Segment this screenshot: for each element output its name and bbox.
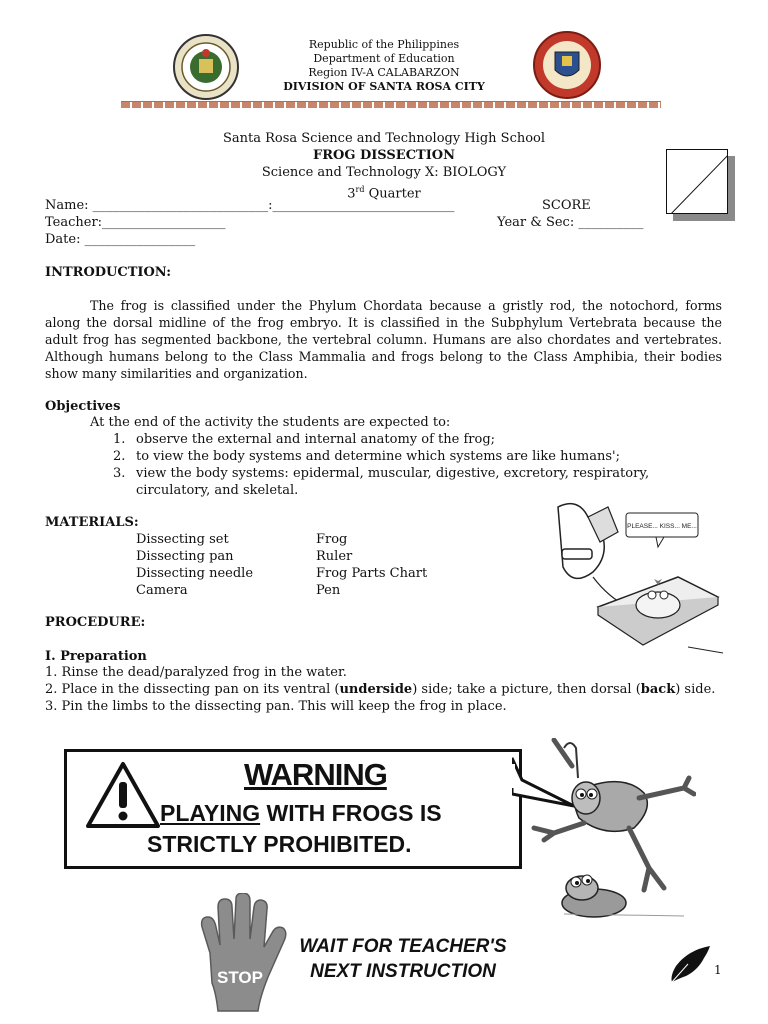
header-line-3: Region IV-A CALABARZON xyxy=(308,66,460,79)
material-item: Camera xyxy=(136,583,188,598)
material-item: Dissecting pan xyxy=(136,549,234,564)
page-number: 1 xyxy=(714,963,722,977)
santa-rosa-seal-logo xyxy=(532,30,602,100)
objective-item xyxy=(113,431,673,448)
teacher-field[interactable]: Teacher:___________________ xyxy=(45,215,226,230)
wait-line-2: NEXT INSTRUCTION xyxy=(310,961,496,982)
preparation-subheading: I. Preparation xyxy=(45,649,147,664)
objective-num: 1. xyxy=(113,432,126,447)
materials-column-1 xyxy=(136,531,253,599)
score-box xyxy=(666,149,728,214)
objective-text: observe the external and internal anatomy of the frog; xyxy=(136,432,496,447)
material-item: Frog xyxy=(316,532,348,547)
objective-num: 3. xyxy=(113,466,126,481)
objectives-lead: At the end of the activity the students are expected to: xyxy=(90,415,451,430)
quarter-word: Quarter xyxy=(364,186,421,202)
subject-line: Science and Technology X: BIOLOGY xyxy=(261,165,507,180)
warning-triangle-icon xyxy=(85,760,161,830)
stop-hand-icon xyxy=(188,893,292,1015)
frogs-cartoon xyxy=(524,738,696,924)
year-sec-field[interactable]: Year & Sec: __________ xyxy=(497,215,644,230)
score-label: SCORE xyxy=(542,198,591,213)
stop-label: STOP xyxy=(217,968,263,987)
name-row xyxy=(45,197,525,214)
step2-text-a: 2. Place in the dissecting pan on its ventral ( xyxy=(45,682,340,697)
objective-text: view the body systems: epidermal, muscular, digestive, excretory, respiratory, xyxy=(136,466,650,481)
school-name: Santa Rosa Science and Technology High School xyxy=(222,131,546,146)
division-name: DIVISION OF SANTA ROSA CITY xyxy=(283,80,485,93)
cartoon-speech: PLEASE... KISS... ME... xyxy=(627,523,697,530)
header-lines xyxy=(250,38,518,94)
date-field[interactable]: Date: _________________ xyxy=(45,232,196,247)
objective-item xyxy=(113,465,673,482)
warning-line-1 xyxy=(160,799,442,827)
material-item: Dissecting needle xyxy=(136,566,254,581)
wait-line-1: WAIT FOR TEACHER'S xyxy=(299,936,507,957)
objective-text: to view the body systems and determine which systems are like humans'; xyxy=(136,449,620,464)
step2-underside: underside xyxy=(339,682,413,697)
header-divider xyxy=(121,101,661,108)
name-label: Name: xyxy=(45,198,93,213)
objective-item-continued: circulatory, and skeletal. xyxy=(136,483,299,498)
introduction-heading: INTRODUCTION: xyxy=(45,265,172,280)
warning-line-1-rest: WITH FROGS IS xyxy=(260,800,442,826)
procedure-step-2 xyxy=(45,681,715,698)
material-item: Ruler xyxy=(316,549,353,564)
wait-instruction xyxy=(286,934,520,984)
warning-line-2: STRICTLY PROHIBITED. xyxy=(147,831,412,857)
quill-icon xyxy=(668,944,712,984)
objective-num: 2. xyxy=(113,449,126,464)
introduction-text: The frog is classified under the Phylum Chordata because a gristly rod, the notochord, forms along the dorsal midline of the frog embryo. It is classified in the Subphylum Vertebrata because the adult frog has segmented backbone, the vertebral column. Humans are also chordates and vertebrates. Although humans belong to the Class Mammalia and frogs belong to the Class Amphibia, their bodies show many similarities and organization. xyxy=(45,298,722,381)
step2-text-c: ) side; take a picture, then dorsal ( xyxy=(412,682,641,697)
header-line-1: Republic of the Philippines xyxy=(308,38,460,51)
step2-text-e: ) side. xyxy=(675,682,716,697)
warning-playing: PLAYING xyxy=(160,800,261,826)
procedure-heading: PROCEDURE: xyxy=(45,615,146,630)
name-field[interactable]: ___________________________:____________________________ xyxy=(92,198,455,213)
procedure-step-3: 3. Pin the limbs to the dissecting pan. This will keep the frog in place. xyxy=(45,699,507,714)
activity-title: FROG DISSECTION xyxy=(312,148,456,163)
materials-heading: MATERIALS: xyxy=(45,515,139,530)
material-item: Pen xyxy=(316,583,341,598)
objective-item xyxy=(113,448,673,465)
material-item: Dissecting set xyxy=(136,532,229,547)
quarter-number: 3 xyxy=(347,186,356,202)
step2-back: back xyxy=(640,682,676,697)
objectives-heading: Objectives xyxy=(45,399,121,414)
header-line-2: Department of Education xyxy=(313,52,455,65)
dissection-cartoon xyxy=(548,497,728,657)
warning-title: WARNING xyxy=(244,757,387,792)
quarter-suffix: rd xyxy=(355,185,365,194)
deped-seal-logo xyxy=(172,33,240,101)
material-item: Frog Parts Chart xyxy=(316,566,428,581)
materials-column-2 xyxy=(316,531,427,599)
procedure-step-1: 1. Rinse the dead/paralyzed frog in the water. xyxy=(45,665,347,680)
